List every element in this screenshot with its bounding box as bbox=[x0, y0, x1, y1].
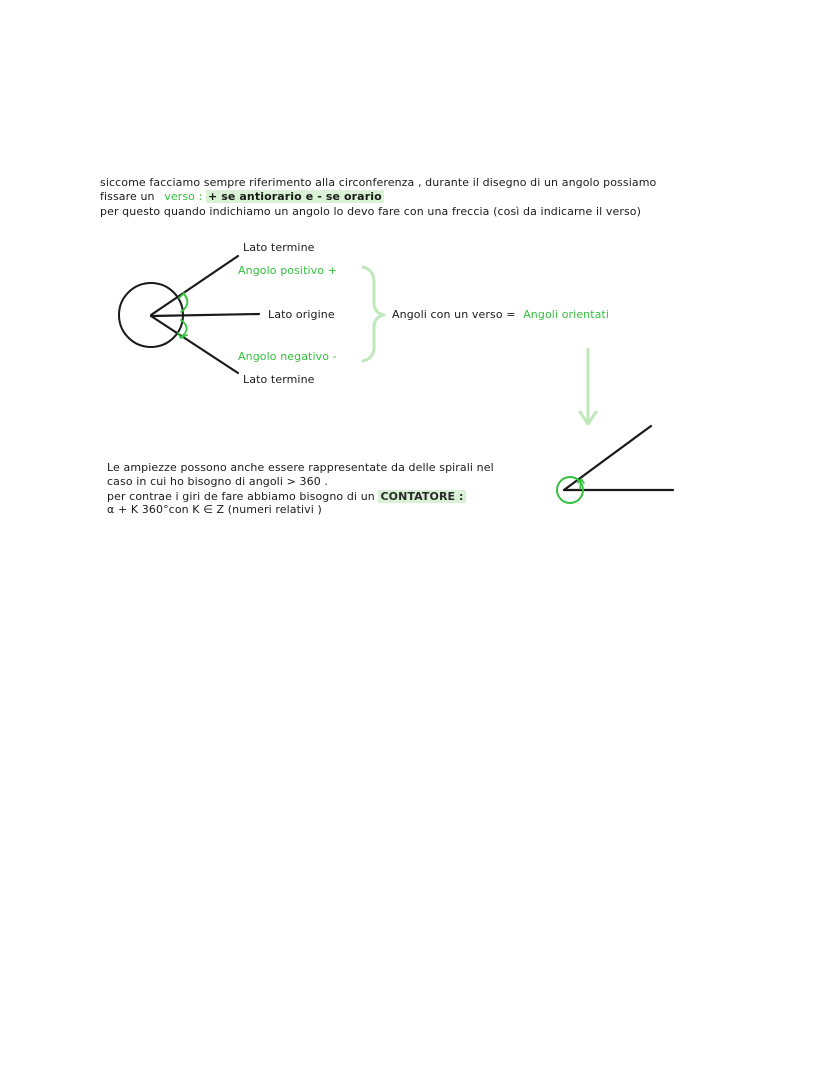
curly-brace bbox=[363, 267, 384, 361]
spirals-line-2: caso in cui ho bisogno di angoli > 360 . bbox=[107, 475, 328, 488]
label-lato-origine: Lato origine bbox=[268, 308, 335, 321]
down-arrow bbox=[580, 349, 596, 424]
label-lato-termine-bottom: Lato termine bbox=[243, 373, 315, 386]
orientati-term: Angoli orientati bbox=[523, 308, 610, 321]
verso-word: verso : bbox=[164, 190, 203, 203]
contatore-term: CONTATORE : bbox=[380, 490, 464, 503]
spirals-line-3-prefix: per contrae i giri de fare abbiamo bisogno di un bbox=[107, 490, 375, 503]
orientati-prefix: Angoli con un verso = bbox=[392, 308, 516, 321]
origin-side bbox=[151, 314, 259, 316]
intro-line-2-prefix: fissare un bbox=[100, 190, 155, 203]
label-angoli-orientati bbox=[392, 308, 609, 321]
spirals-line-3 bbox=[107, 490, 466, 503]
label-lato-termine-top: Lato termine bbox=[243, 241, 315, 254]
counter-formula: α + K 360°con K ∈ Z (numeri relativi ) bbox=[107, 503, 322, 516]
intro-line-3: per questo quando indichiamo un angolo lo devo fare con una freccia (così da indicarne il verso) bbox=[100, 205, 642, 218]
spiral-angle-diagram bbox=[557, 426, 673, 503]
label-angolo-negativo: Angolo negativo - bbox=[238, 350, 337, 363]
label-angolo-positivo: Angolo positivo + bbox=[238, 264, 338, 277]
intro-line-1: siccome facciamo sempre riferimento alla circonferenza , durante il disegno di un angolo possiamo bbox=[100, 176, 657, 189]
verso-rule: + se antiorario e - se orario bbox=[208, 190, 382, 203]
spirals-line-1: Le ampiezze possono anche essere rappresentate da delle spirali nel bbox=[107, 461, 494, 474]
